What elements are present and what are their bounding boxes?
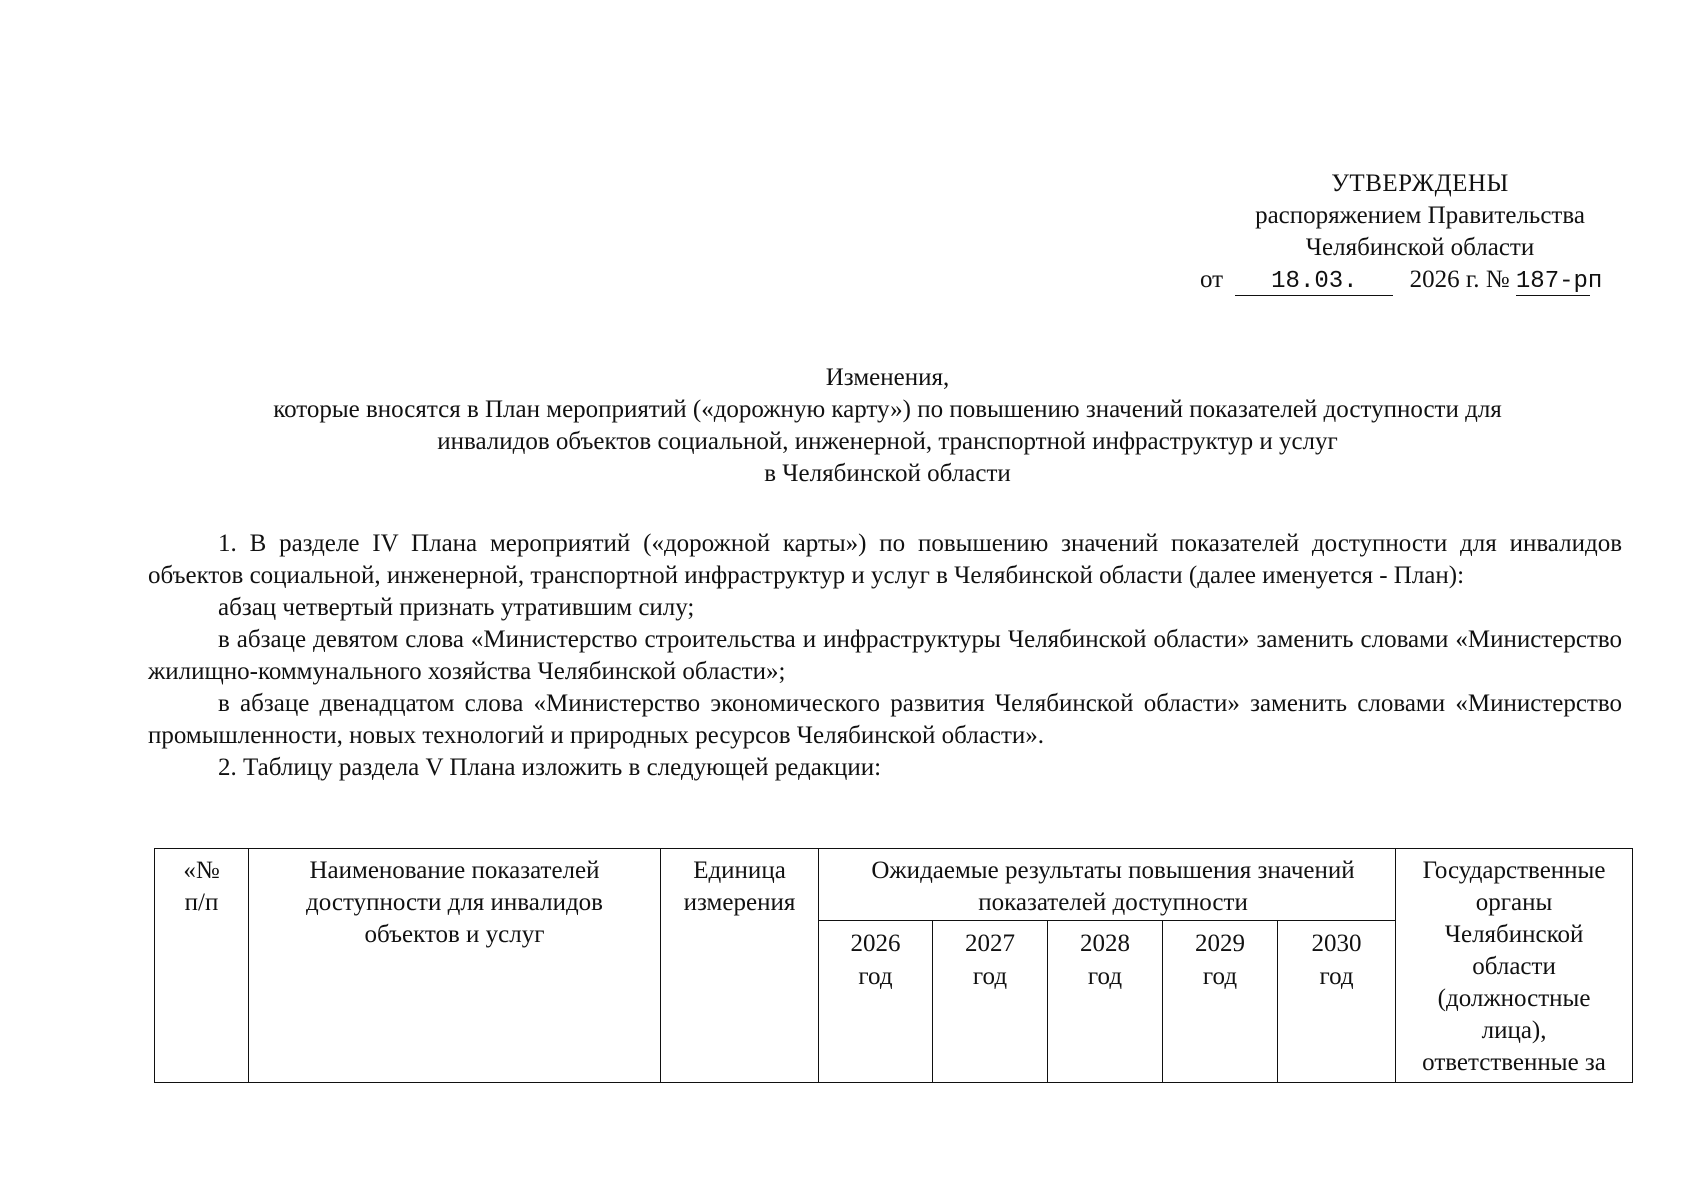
header-cell-gov: Государственные органы Челябинской области (должностные лица), ответственные за bbox=[1396, 849, 1633, 1083]
header-cell-expected: Ожидаемые результаты повышения значений показателей доступности bbox=[819, 849, 1396, 921]
heading-line-1: которые вносятся в План мероприятий («дорожную карту») по повышению значений показателей доступности для bbox=[273, 396, 1502, 423]
year-cell-2029: 2029 год bbox=[1163, 921, 1278, 1083]
approval-line-2: Челябинской области bbox=[1305, 234, 1535, 261]
approval-line-1: распоряжением Правительства bbox=[1255, 202, 1585, 229]
year-cell-2027: 2027 год bbox=[933, 921, 1048, 1083]
header-cell-name: Наименование показателей доступности для инвалидов объектов и услуг bbox=[249, 849, 661, 1083]
paragraph-1: 1. В разделе IV Плана мероприятий («дорожной карты») по повышению значений показателей доступности для инвалидов объектов социальной, инженерной, транспортной инфраструктур и услуг в Челябинской области (далее именуется - План): bbox=[148, 530, 1622, 589]
document-body bbox=[148, 528, 1622, 784]
paragraph-5: 2. Таблицу раздела V Плана изложить в следующей редакции: bbox=[218, 754, 882, 781]
approval-year: 2026 г. № bbox=[1409, 266, 1510, 293]
header-cell-unit: Единица измерения bbox=[661, 849, 819, 1083]
heading-line-3: в Челябинской области bbox=[764, 460, 1011, 487]
document-heading bbox=[150, 362, 1625, 490]
approval-reference bbox=[1200, 264, 1640, 296]
paragraph-3: в абзаце девятом слова «Министерство строительства и инфраструктуры Челябинской области» заменить словами «Министерство жилищно-коммунального хозяйства Челябинской области»; bbox=[148, 626, 1622, 685]
table-header-row bbox=[155, 849, 1633, 921]
heading-title: Изменения, bbox=[825, 364, 950, 391]
heading-line-2: инвалидов объектов социальной, инженерной, транспортной инфраструктур и услуг bbox=[437, 428, 1338, 455]
approval-number: 187-рп bbox=[1515, 268, 1603, 295]
approval-date: 18.03. bbox=[1235, 269, 1393, 296]
year-cell-2028: 2028 год bbox=[1048, 921, 1163, 1083]
paragraph-2: абзац четвертый признать утратившим силу; bbox=[218, 594, 695, 621]
year-cell-2026: 2026 год bbox=[819, 921, 933, 1083]
paragraph-4: в абзаце двенадцатом слова «Министерство экономического развития Челябинской области» заменить словами «Министерство промышленности, новых технологий и природных ресурсов Челябинской области». bbox=[148, 690, 1622, 749]
plan-table bbox=[154, 848, 1633, 1083]
header-cell-number: «№ п/п bbox=[155, 849, 249, 1083]
approval-title: УТВЕРЖДЕНЫ bbox=[1331, 170, 1509, 197]
approval-block bbox=[1200, 168, 1640, 296]
year-cell-2030: 2030 год bbox=[1278, 921, 1396, 1083]
from-label: от bbox=[1200, 266, 1224, 293]
